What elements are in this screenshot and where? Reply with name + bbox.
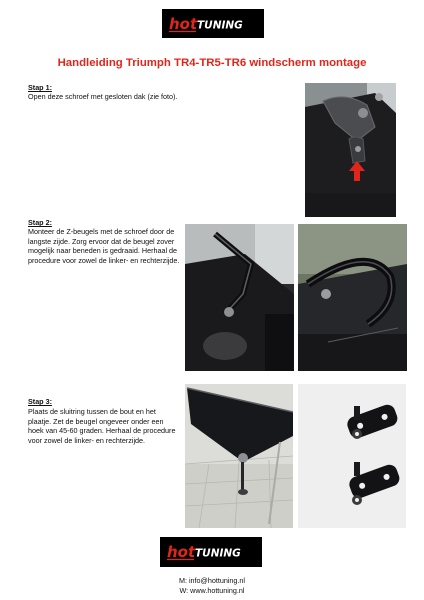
hottuning-logo-top — [162, 9, 264, 38]
hottuning-logo-bottom — [160, 537, 262, 567]
step-1-text: Open deze schroef met gesloten dak (zie foto). — [28, 92, 178, 101]
step-3-heading: Stap 3: — [28, 397, 52, 406]
svg-text:hot: hot — [169, 14, 198, 33]
page-title: Handleiding Triumph TR4-TR5-TR6 windscherm montage — [57, 57, 367, 69]
step-2-heading: Stap 2: — [28, 218, 52, 227]
contact-website[interactable]: W: www.hottuning.nl — [179, 585, 245, 595]
step-1-heading: Stap 1: — [28, 83, 52, 92]
svg-text:TUNING: TUNING — [197, 19, 243, 31]
step-2-photo-right-bracket — [298, 224, 407, 371]
step-1-photo-screw — [305, 83, 396, 217]
contact-email[interactable]: M: info@hottuning.nl — [178, 576, 246, 585]
step-2-photo-left-bracket — [185, 224, 294, 371]
hottuning-logo-mark — [165, 543, 257, 561]
step-2-text: Monteer de Z-beugels met de schroef door de langste zijde. Zorg ervoor dat de beugel zover mogelijk naar beneden is gedraaid. Herhaal de procedure voor zowel de linker- en rechterzijde. — [28, 227, 180, 265]
step-3-photo-windscreen — [185, 384, 293, 528]
step-3-photo-parts — [298, 384, 406, 528]
step-3-text: Plaats de sluitring tussen de bout en het plaatje. Zet de beugel ongeveer onder een hoek van 45-60 graden. Herhaal de procedure voor zowel de linker- en rechterzijde. — [28, 407, 176, 445]
contact-info — [0, 576, 424, 595]
svg-text:hot: hot — [167, 543, 196, 561]
hottuning-logo-mark — [167, 15, 259, 33]
svg-text:TUNING: TUNING — [195, 547, 241, 560]
